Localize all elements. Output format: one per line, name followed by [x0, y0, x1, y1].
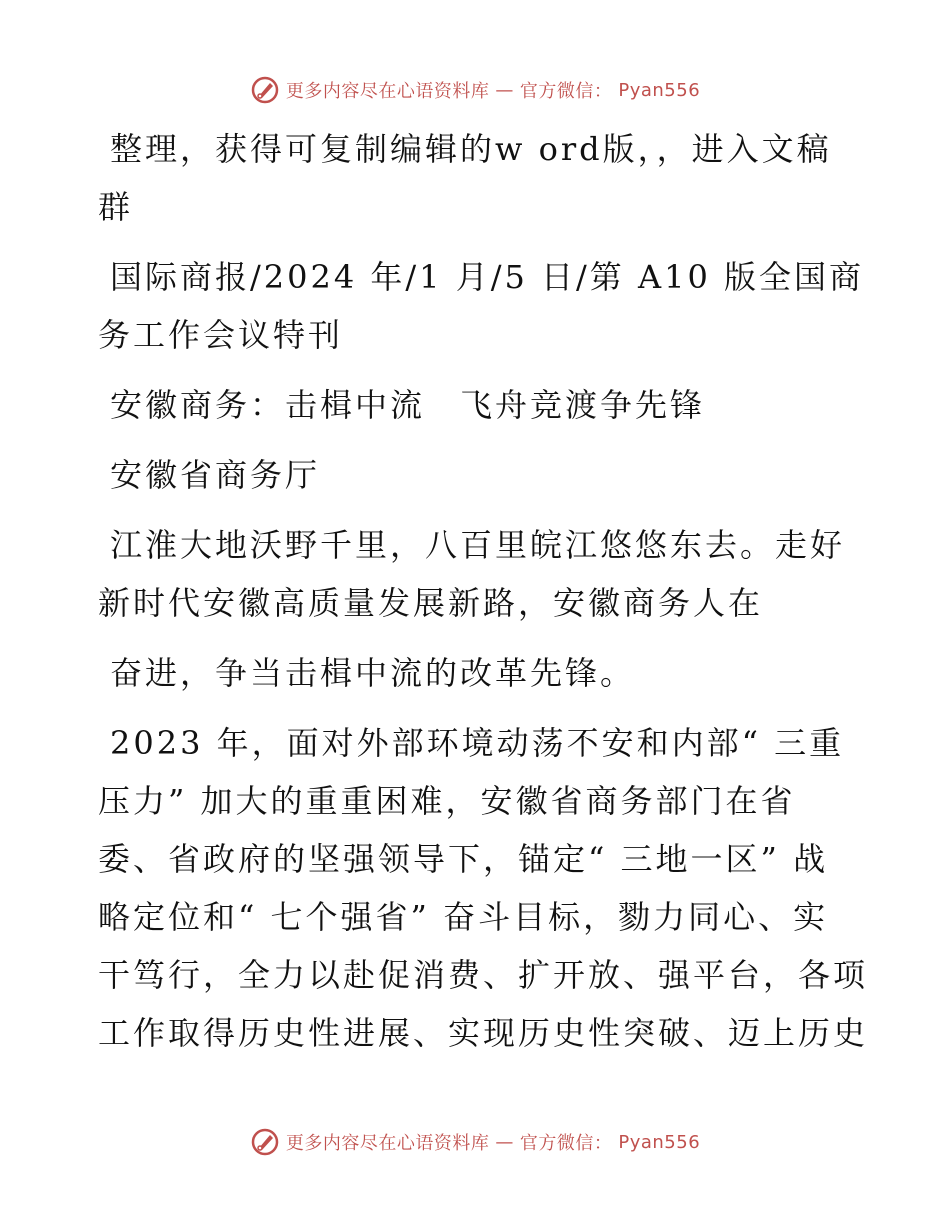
text-line: 新时代安徽高质量发展新路，安徽商务人在 — [98, 584, 764, 622]
paragraph-note — [98, 120, 858, 236]
article-author — [98, 446, 858, 504]
watermark-official-label: 官方微信： — [519, 81, 613, 102]
watermark-wechat-id: Pyan556 — [618, 79, 701, 101]
paragraph-intro-continued — [98, 644, 858, 702]
watermark-text: 更多内容尽在心语资料库 — [285, 81, 490, 102]
watermark-text: 更多内容尽在心语资料库 — [285, 1133, 490, 1154]
article-title — [98, 376, 858, 434]
text-line: 整理，获得可复制编辑的w ord版，，进入文稿 — [110, 130, 832, 168]
watermark-official-label: 官方微信： — [519, 1133, 613, 1154]
pen-seal-logo-icon — [250, 1127, 280, 1157]
text-line: 工作取得历史性进展、实现历史性突破、迈上历史 — [98, 1014, 869, 1052]
text-line: 压力” 加大的重重困难，安徽省商务部门在省 — [98, 782, 796, 820]
text-line: 安徽省商务厅 — [110, 456, 321, 494]
text-line: 委、省政府的坚强领导下，锚定“ 三地一区” 战 — [98, 840, 829, 878]
paragraph-body — [98, 714, 869, 1062]
watermark-wechat-id: Pyan556 — [618, 1131, 701, 1153]
document-body — [98, 120, 869, 1062]
paragraph-source — [98, 248, 864, 364]
footer-watermark — [0, 1122, 950, 1162]
watermark-separator: — — [495, 1131, 514, 1153]
text-line: 2023 年，面对外部环境动荡不安和内部“ 三重 — [110, 724, 845, 762]
text-line: 安徽商务：击楫中流 飞舟竞渡争先锋 — [110, 386, 706, 424]
pen-seal-logo-icon — [250, 75, 280, 105]
text-line: 国际商报/2024 年/1 月/5 日/第 A10 版全国商 — [110, 258, 864, 296]
header-watermark — [0, 70, 950, 110]
text-line: 务工作会议特刊 — [98, 316, 344, 354]
text-line: 奋进，争当击楫中流的改革先锋。 — [110, 654, 636, 692]
text-line: 江淮大地沃野千里，八百里皖江悠悠东去。走好 — [110, 526, 846, 564]
text-line: 群 — [98, 188, 134, 226]
text-line: 干笃行，全力以赴促消费、扩开放、强平台，各项 — [98, 956, 869, 994]
paragraph-intro — [98, 516, 858, 632]
text-line: 略定位和“ 七个强省” 奋斗目标，勠力同心、实 — [98, 898, 829, 936]
watermark-separator: — — [495, 79, 514, 101]
